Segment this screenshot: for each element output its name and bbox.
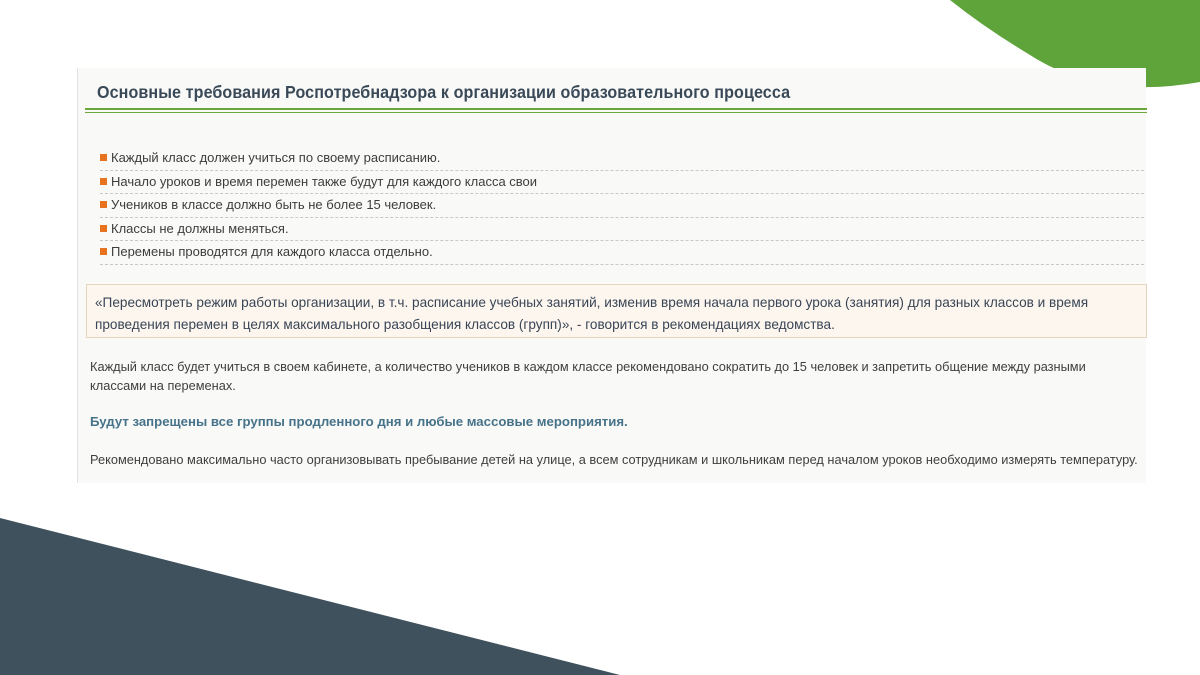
quote-text: «Пересмотреть режим работы организации, в т.ч. расписание учебных занятий, изменив время начала первого урока (занятия) для разных классов и время проведения перемен в целях максимального разобщения классов (групп)», - говорится в рекомендациях ведомства. [95, 295, 1089, 332]
list-item-text: Учеников в классе должно быть не более 15 человек. [111, 197, 437, 213]
list-item [100, 241, 1144, 265]
title-underline [85, 108, 1147, 110]
body-paragraph: Рекомендовано максимально часто организовывать пребывание детей на улице, а всем сотрудникам и школьникам перед началом уроков необходимо измерять температуру. [90, 452, 1138, 467]
quote-box [86, 284, 1147, 338]
requirements-list [100, 147, 1144, 265]
square-bullet-icon [100, 178, 107, 185]
body-paragraph: Каждый класс будет учиться в своем кабинете, а количество учеников в каждом классе рекомендовано сократить до 15 человек и запретить общение между разными классами на переменах. [90, 359, 1086, 393]
square-bullet-icon [100, 201, 107, 208]
list-item-text: Начало уроков и время перемен также будут для каждого класса свои [111, 173, 538, 189]
list-item [100, 194, 1144, 218]
slate-corner-shape [0, 518, 620, 675]
list-item [100, 147, 1144, 171]
list-item [100, 218, 1144, 242]
list-item-text: Перемены проводятся для каждого класса отдельно. [111, 244, 433, 260]
article-title: Основные требования Роспотребнадзора к организации образовательного процесса [97, 82, 791, 102]
list-item-text: Каждый класс должен учиться по своему расписанию. [111, 150, 441, 165]
square-bullet-icon [100, 248, 107, 255]
square-bullet-icon [100, 154, 107, 161]
list-item [100, 171, 1144, 195]
article-panel [77, 68, 1146, 483]
highlight-paragraph: Будут запрещены все группы продленного дня и любые массовые мероприятия. [90, 414, 628, 429]
square-bullet-icon [100, 225, 107, 232]
list-item-text: Классы не должны меняться. [111, 220, 289, 236]
title-underline-secondary [85, 112, 1147, 113]
